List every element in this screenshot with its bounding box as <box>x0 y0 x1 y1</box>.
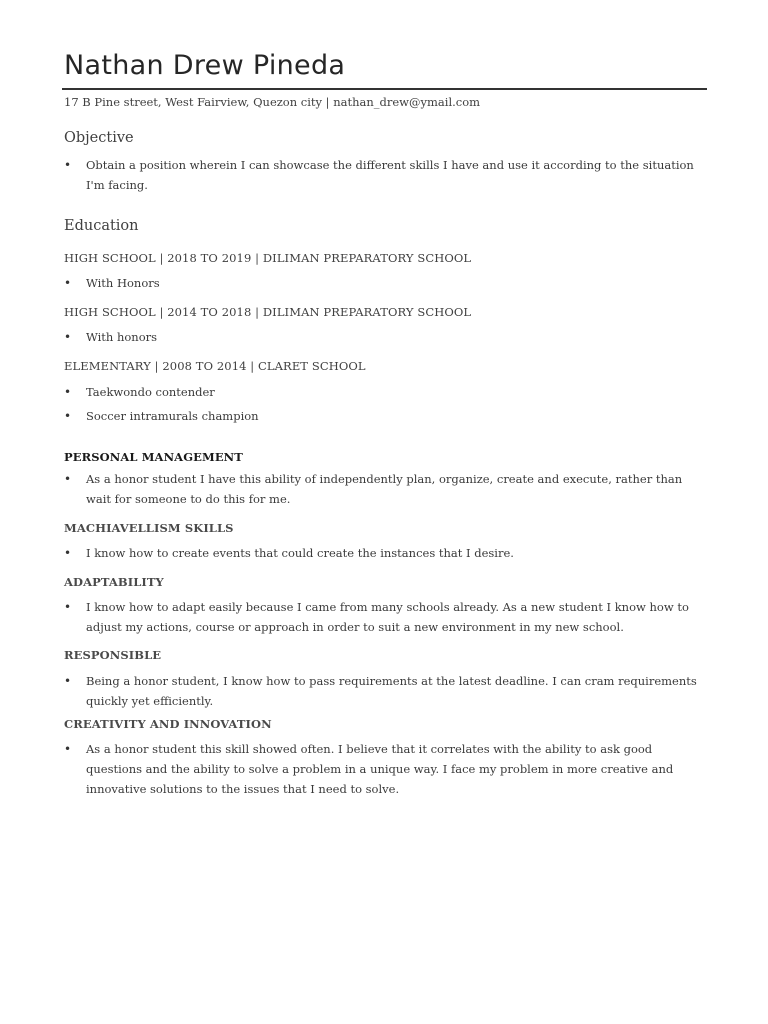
education-title: Education <box>64 218 139 234</box>
list-item: • Being a honor student, I know how to pass requirements at the latest deadline. I can cram requirements quickly yet efficiently. <box>64 672 704 712</box>
skill-heading: MACHIAVELLISM SKILLS <box>64 521 234 535</box>
list-item: • I know how to adapt easily because I came from many schools already. As a new student I know how to adjust my actions, course or approach in order to suit a new environment in my new school. <box>64 598 704 638</box>
education-list <box>64 383 704 427</box>
education-heading: HIGH SCHOOL | 2014 TO 2018 | DILIMAN PREPARATORY SCHOOL <box>64 305 472 319</box>
list-item: • As a honor student I have this ability of independently plan, organize, create and execute, rather than wait for someone to do this for me. <box>64 470 704 510</box>
skill-heading: ADAPTABILITY <box>64 575 164 589</box>
skill-heading: CREATIVITY AND INNOVATION <box>64 717 272 731</box>
skill-list <box>64 672 704 712</box>
objective-list <box>64 156 704 196</box>
list-item: • With honors <box>64 328 704 348</box>
list-item: • With Honors <box>64 274 704 294</box>
objective-title: Objective <box>64 130 134 146</box>
list-item: • Soccer intramurals champion <box>64 407 704 427</box>
list-item: • I know how to create events that could create the instances that I desire. <box>64 544 704 564</box>
header-divider <box>62 88 707 90</box>
skill-heading: RESPONSIBLE <box>64 648 162 662</box>
skill-heading: PERSONAL MANAGEMENT <box>64 450 243 464</box>
skill-list <box>64 544 704 564</box>
skill-list <box>64 470 704 510</box>
list-item: • Taekwondo contender <box>64 383 704 403</box>
skill-list <box>64 598 704 638</box>
contact-line: 17 B Pine street, West Fairview, Quezon city | nathan_drew@ymail.com <box>64 95 481 109</box>
education-list <box>64 274 704 294</box>
list-item: • Obtain a position wherein I can showcase the different skills I have and use it according to the situation I'm facing. <box>64 156 704 196</box>
candidate-name: Nathan Drew Pineda <box>64 50 346 81</box>
education-list <box>64 328 704 348</box>
education-heading: ELEMENTARY | 2008 TO 2014 | CLARET SCHOOL <box>64 359 366 373</box>
list-item: • As a honor student this skill showed often. I believe that it correlates with the ability to ask good questions and the ability to solve a problem in a unique way. I face my problem in more creative and innovative solutions to the issues that I need to solve. <box>64 740 704 799</box>
education-heading: HIGH SCHOOL | 2018 TO 2019 | DILIMAN PREPARATORY SCHOOL <box>64 251 472 265</box>
skill-list <box>64 740 704 799</box>
